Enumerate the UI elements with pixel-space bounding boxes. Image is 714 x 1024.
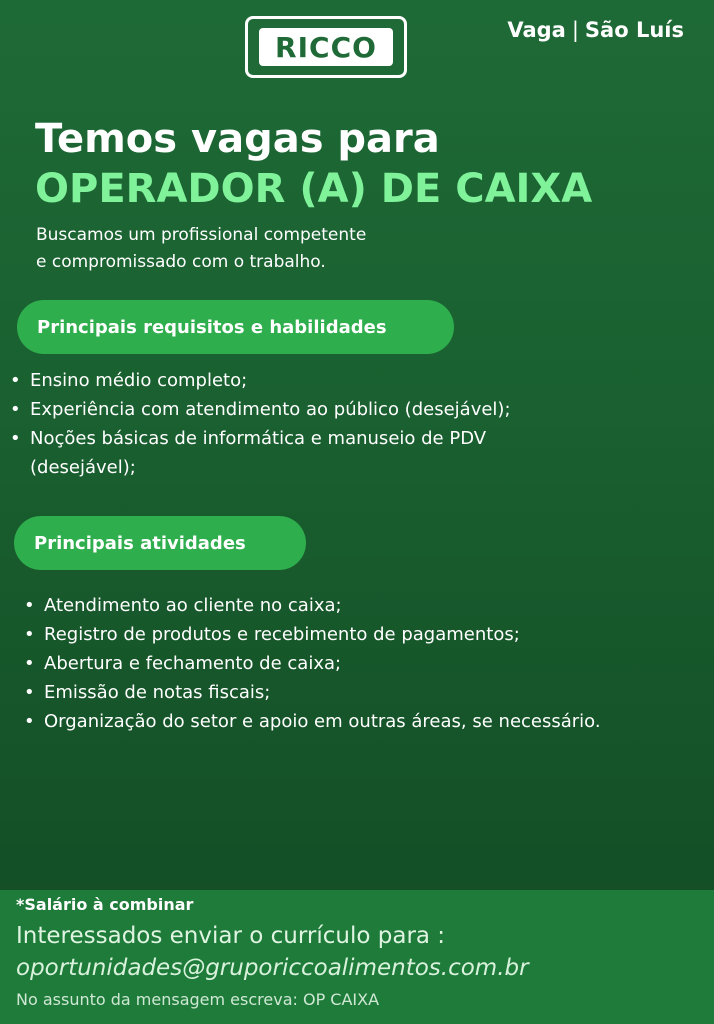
headline-line1: Temos vagas para: [35, 116, 440, 162]
intro-text: [36, 222, 506, 276]
salary-note: *Salário à combinar: [16, 895, 194, 914]
list-item: • Ensino médio completo;: [6, 366, 696, 395]
intro-line1: Buscamos um profissional competente: [36, 225, 367, 245]
job-location-tag: [507, 18, 684, 42]
email-subject-note: No assunto da mensagem escreva: OP CAIXA: [16, 990, 380, 1009]
list-item: • Noções básicas de informática e manuseio de PDV (desejável);: [6, 424, 590, 482]
job-separator: |: [571, 18, 579, 42]
list-item: • Emissão de notas fiscais;: [20, 678, 710, 707]
logo-plate: [259, 28, 393, 66]
job-location: São Luís: [584, 18, 684, 42]
activities-heading-label: Principais atividades: [34, 532, 246, 554]
logo-text: RICCO: [275, 30, 377, 64]
contact-email-link[interactable]: oportunidades@gruporiccoalimentos.com.br: [16, 955, 529, 981]
list-item: • Organização do setor e apoio em outras áreas, se necessário.: [20, 707, 614, 736]
list-item: • Experiência com atendimento ao público (desejável);: [6, 395, 696, 424]
send-cv-text: Interessados enviar o currículo para :: [16, 923, 446, 949]
list-item: • Abertura e fechamento de caixa;: [20, 649, 710, 678]
ricco-logo: [245, 16, 407, 78]
intro-line2: e compromissado com o trabalho.: [36, 252, 326, 272]
requirements-heading-label: Principais requisitos e habilidades: [37, 316, 387, 338]
requirements-heading: [17, 300, 454, 354]
list-item: • Atendimento ao cliente no caixa;: [20, 591, 710, 620]
requirements-list: [6, 366, 696, 482]
activities-heading: [14, 516, 306, 570]
activities-list: [20, 591, 710, 736]
headline-job-title: OPERADOR (A) DE CAIXA: [35, 166, 593, 212]
list-item: • Registro de produtos e recebimento de pagamentos;: [20, 620, 710, 649]
job-label: Vaga: [507, 18, 566, 42]
